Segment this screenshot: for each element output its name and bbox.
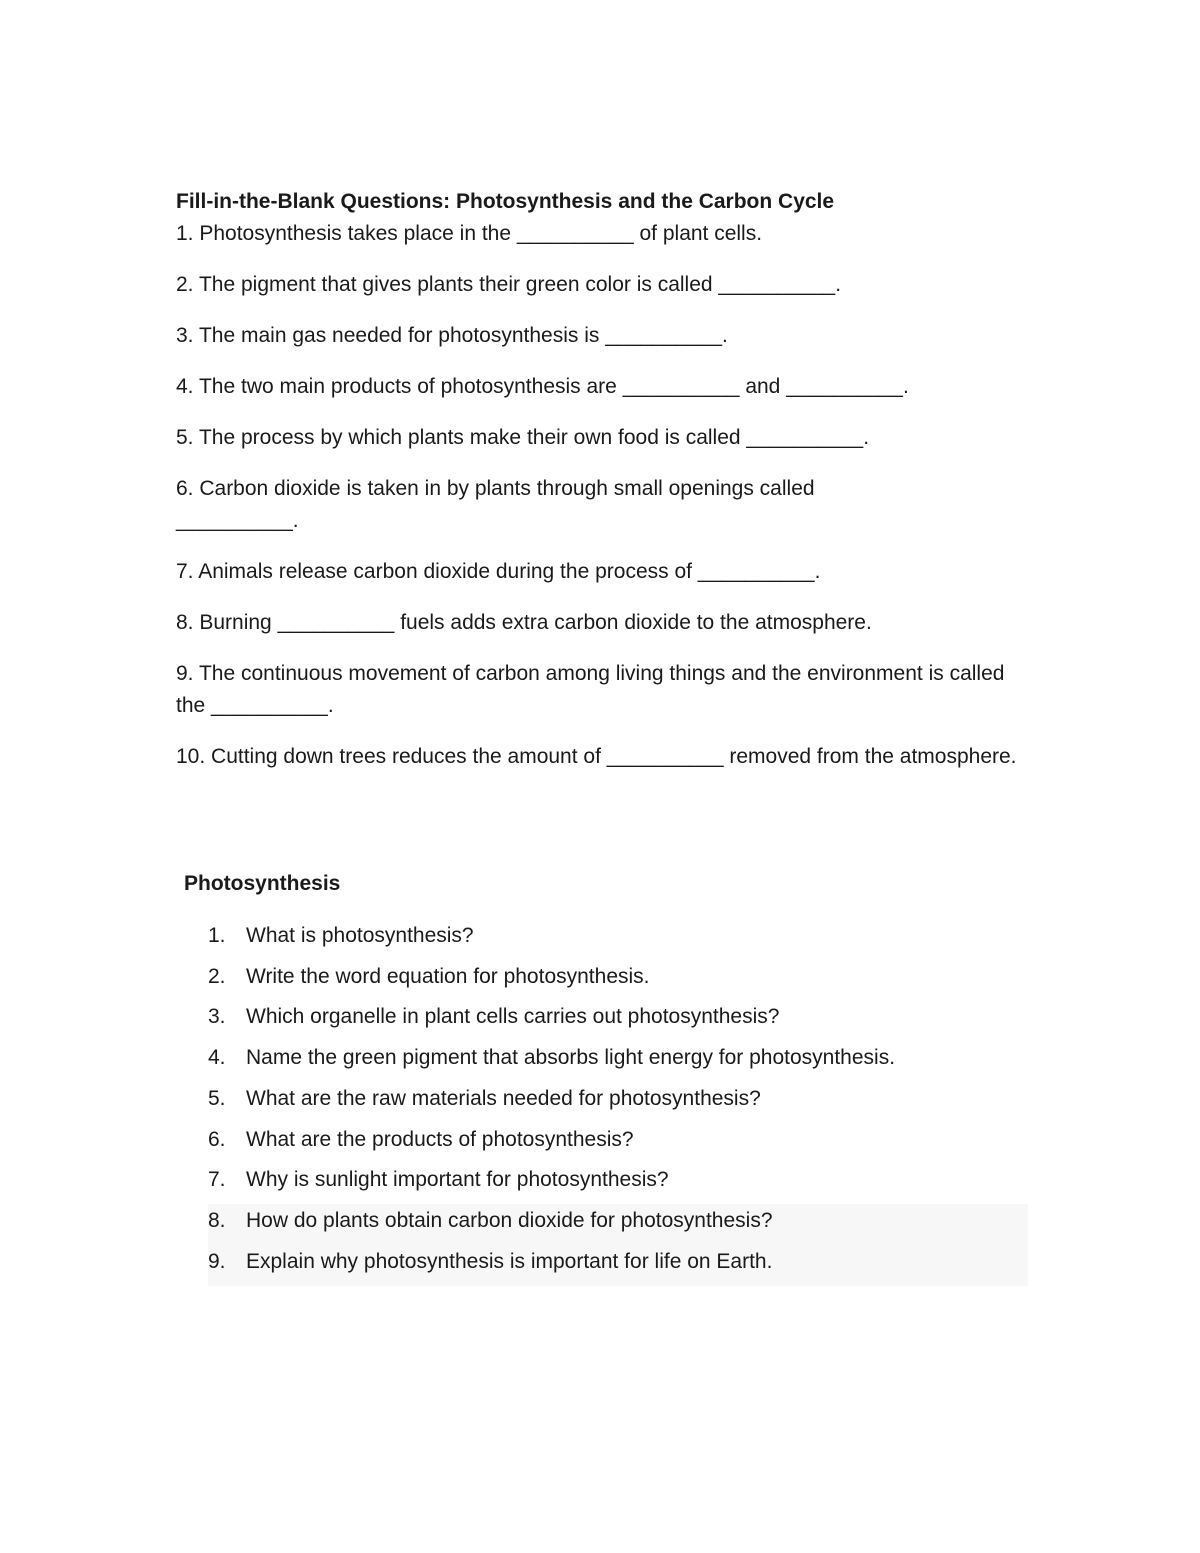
question-item: 5. The process by which plants make their own food is called __________. [176,426,870,449]
question-item: 7. Animals release carbon dioxide during the process of __________. [176,560,821,583]
question-item: 3. The main gas needed for photosynthesis is __________. [176,324,728,347]
question-item: 9. The continuous movement of carbon among living things and the environment is called the __________. [176,662,1005,717]
list-number: 4. [208,1046,226,1070]
list-text: What are the products of photosynthesis? [246,1127,634,1151]
list-item [176,957,1028,998]
list-item [176,1242,1028,1283]
list-text: Explain why photosynthesis is important for life on Earth. [246,1249,773,1273]
question-list [176,916,1028,1282]
list-item [176,997,1028,1038]
list-number: 5. [208,1086,226,1110]
list-number: 9. [208,1249,226,1273]
question-item: 8. Burning __________ fuels adds extra carbon dioxide to the atmosphere. [176,611,872,634]
question-item: 2. The pigment that gives plants their green color is called __________. [176,273,842,296]
question-item: 1. Photosynthesis takes place in the __________ of plant cells. [176,222,763,245]
fill-in-blank-section [176,186,1026,792]
list-number: 2. [208,964,226,988]
list-item [176,1160,1028,1201]
list-item [176,1038,1028,1079]
list-text: Name the green pigment that absorbs light energy for photosynthesis. [246,1046,896,1070]
question-item: 10. Cutting down trees reduces the amount of __________ removed from the atmosphere. [176,745,1017,768]
list-number: 6. [208,1127,226,1151]
section-title: Fill-in-the-Blank Questions: Photosynthesis and the Carbon Cycle [176,190,835,213]
list-item [176,1079,1028,1120]
list-item [176,1120,1028,1161]
list-number: 8. [208,1208,226,1232]
list-text: How do plants obtain carbon dioxide for photosynthesis? [246,1208,773,1232]
list-number: 7. [208,1168,226,1192]
list-text: Why is sunlight important for photosynthesis? [246,1168,669,1192]
list-number: 1. [208,924,226,947]
section-title: Photosynthesis [184,872,341,895]
photosynthesis-section [176,868,1028,1282]
list-text: Which organelle in plant cells carries out photosynthesis? [246,1005,780,1029]
list-item [176,916,1028,957]
list-text: What is photosynthesis? [246,924,474,947]
question-item: 6. Carbon dioxide is taken in by plants through small openings called __________. [176,477,815,532]
list-text: Write the word equation for photosynthesis. [246,964,650,988]
list-item [176,1201,1028,1242]
list-number: 3. [208,1005,226,1029]
question-item: 4. The two main products of photosynthesis are __________ and __________. [176,375,909,398]
list-text: What are the raw materials needed for photosynthesis? [246,1086,761,1110]
